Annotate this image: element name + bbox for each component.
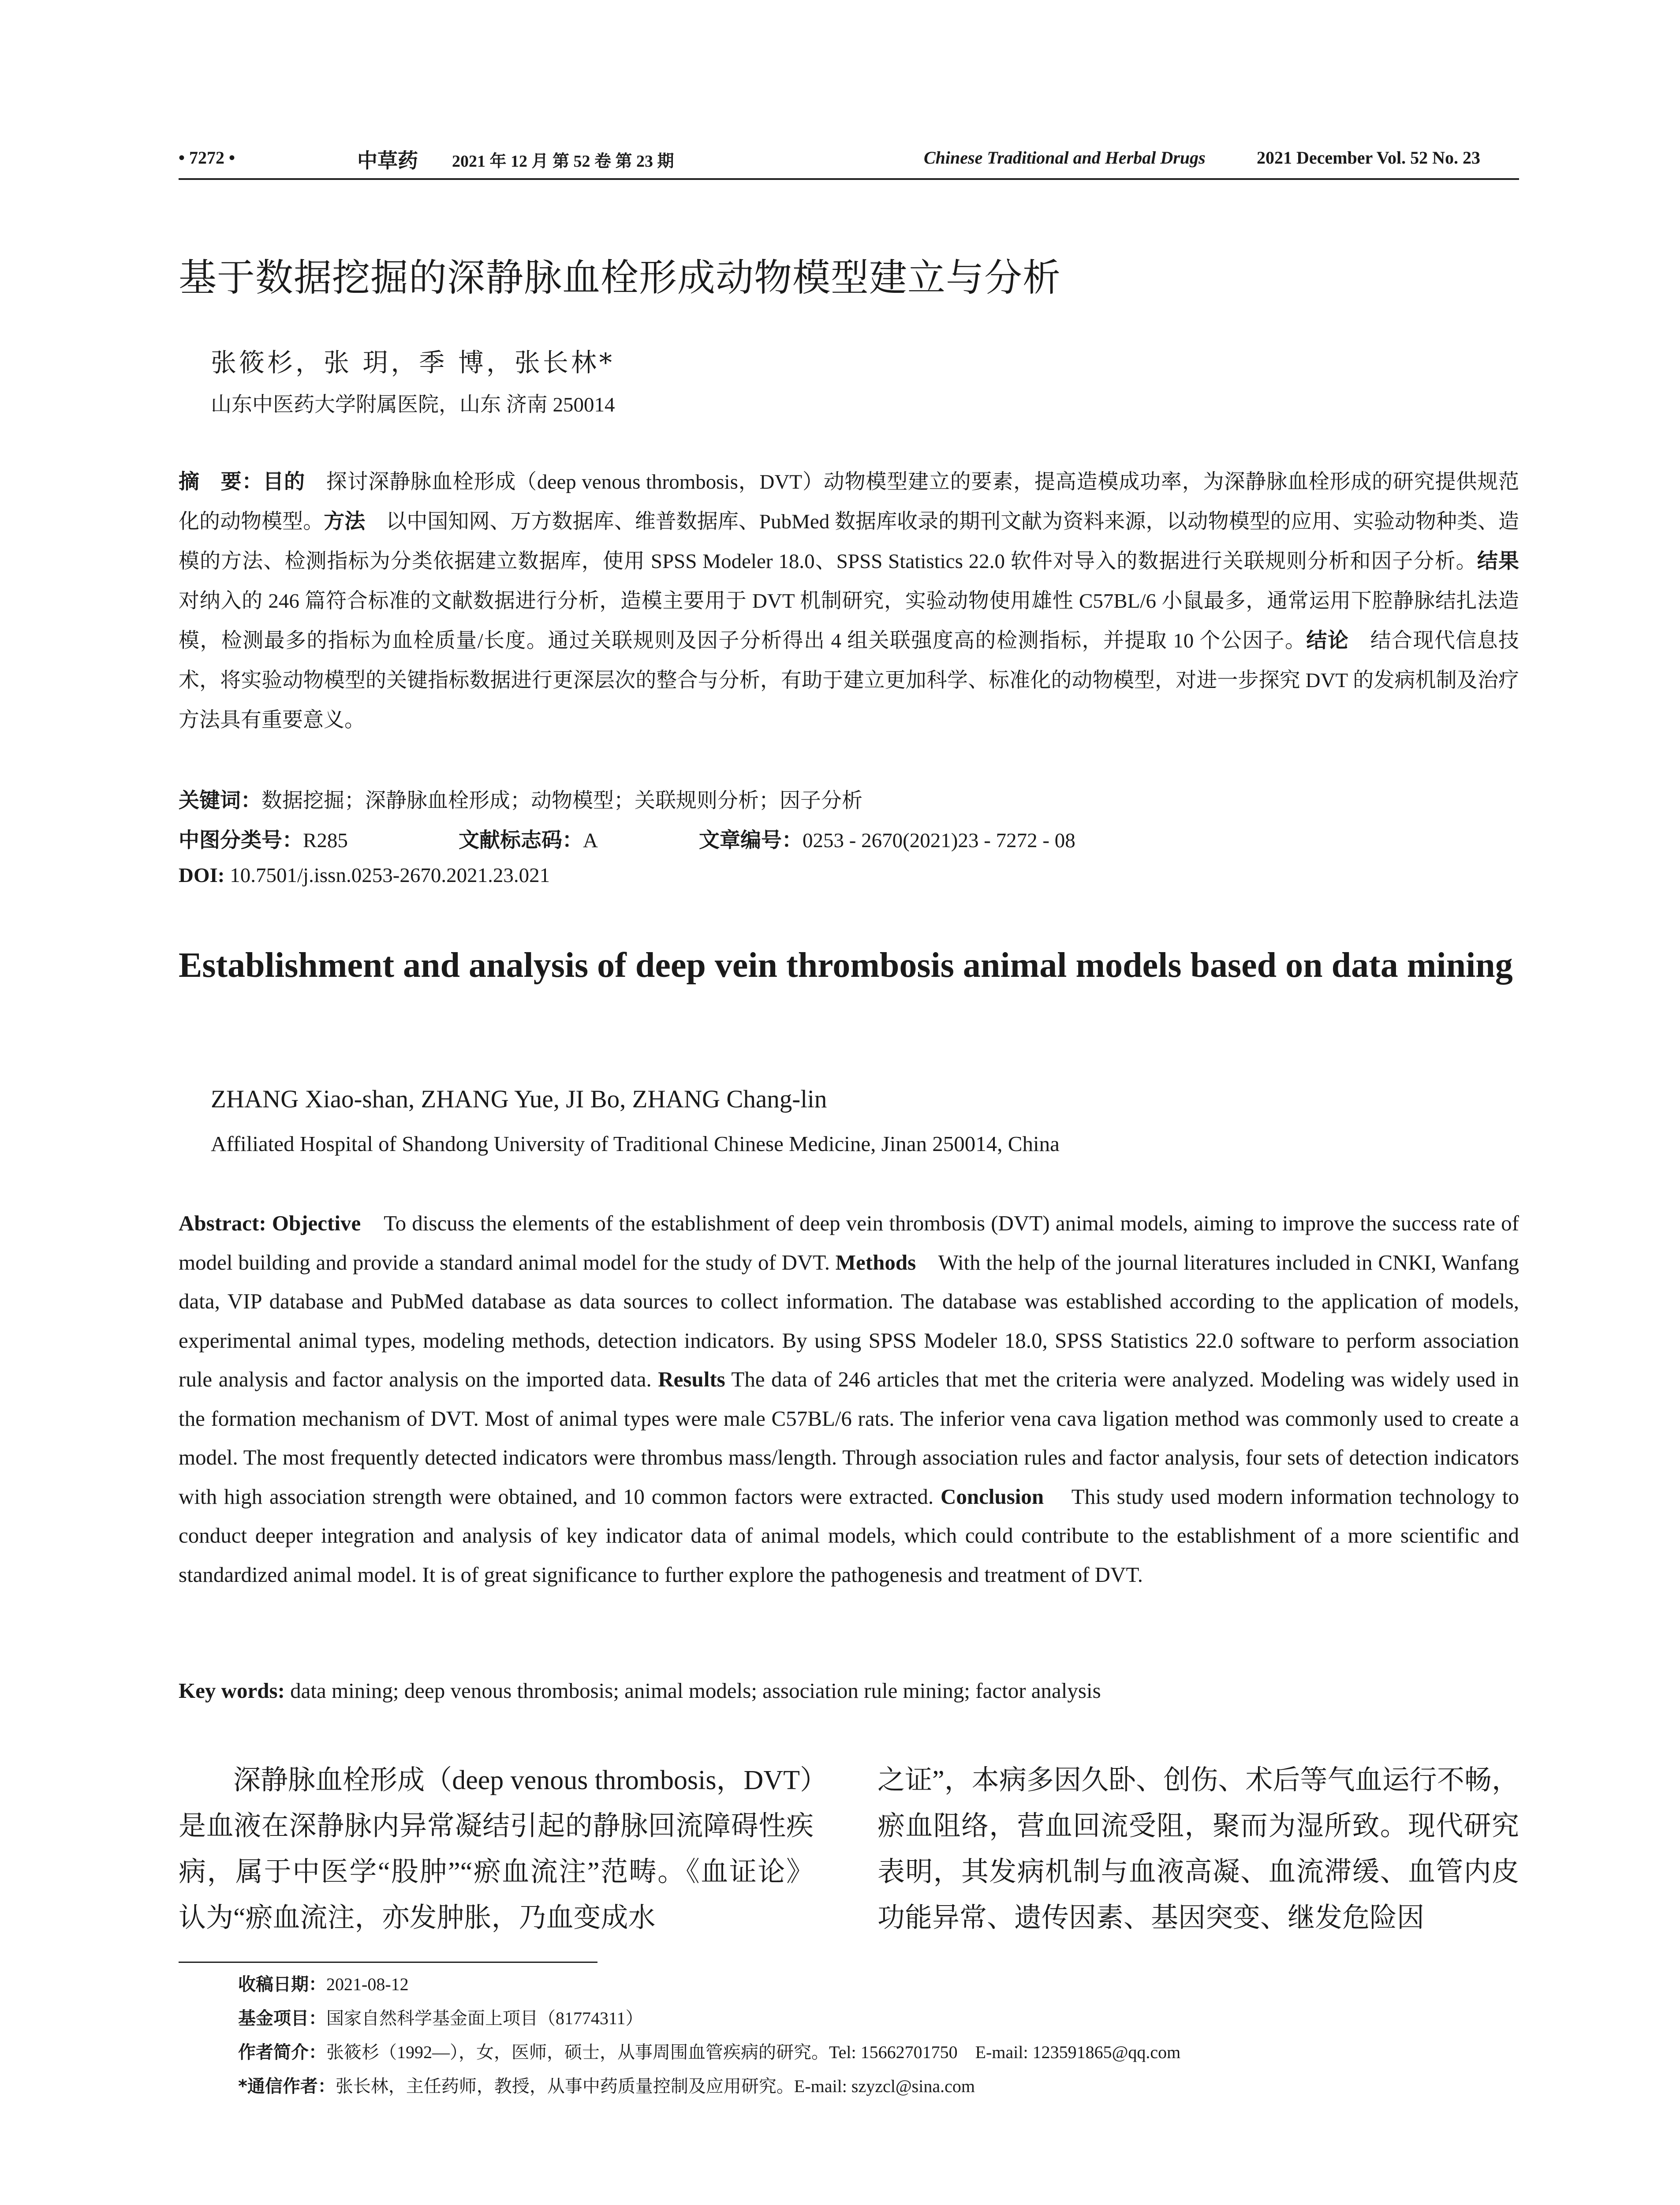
results-label-en: Results (658, 1367, 725, 1391)
results-label-cn: 结果 (1477, 549, 1519, 573)
objective-label-cn: 目的 (263, 470, 305, 494)
results-text-cn: 对纳入的 246 篇符合标准的文献数据进行分析，造模主要用于 DVT 机制研究，实验动物使用雄性 C57BL/6 小鼠最多，通常运用下腔静脉结扎法造模，检测最多的指标为血栓质量/长度。通过关联规则及因子分析得出 4 组关联强度高的检测指标，并提取 10 个公因子。 (179, 590, 1519, 652)
affiliation-en: Affiliated Hospital of Shandong University of Traditional Chinese Medicine, Jinan 250014, China (211, 1132, 1060, 1156)
keywords-label-cn: 关键词： (179, 789, 261, 813)
doi-label: DOI: (179, 864, 225, 887)
issue-info-en: 2021 December Vol. 52 No. 23 (1257, 148, 1480, 168)
abstract-label-cn: 摘 要： (179, 470, 263, 494)
body-column-left: 深静脉血栓形成（deep venous thrombosis，DVT）是血液在深静脉内异常凝结引起的静脉回流障碍性疾病，属于中医学“股肿”“瘀血流注”范畴。《血证论》认为“瘀血流注，亦发肿胀，乃血变成水 (179, 1765, 814, 1933)
objective-text-cn: 探讨深静脉血栓形成（deep venous thrombosis，DVT）动物模型建立的要素，提高造模成功率，为深静脉血栓形成的研究提供规范化的动物模型。 (179, 471, 1519, 533)
keywords-label-en: Key words: (179, 1678, 285, 1703)
results-text-en: The data of 246 articles that met the criteria were analyzed. Modeling was widely used in the formation mechanism of DVT. Most of animal types were male C57BL/6 rats. The inferior vena cava ligation method was commonly used to create a model. The most frequently detected indicators were thrombus mass/length. Through association rules and factor analysis, four sets of detection indicators with high association strength were obtained, and 10 common factors were extracted. (179, 1367, 1519, 1509)
objective-label-en: Objective (272, 1211, 361, 1235)
journal-name-cn: 中草药 (357, 149, 418, 172)
clc-number: 中图分类号：R285 (179, 828, 348, 852)
classification-row (179, 824, 1519, 855)
abstract-cn (179, 462, 1519, 740)
keywords-text-en: data mining; deep venous thrombosis; animal models; association rule mining; factor analysis (290, 1678, 1101, 1703)
objective-text-en: To discuss the elements of the establishment of deep vein thrombosis (DVT) animal models, aiming to improve the success rate of model building and provide a standard animal model for the study of DVT. (179, 1211, 1519, 1274)
keywords-en (179, 1678, 1101, 1703)
footnote-received: 收稿日期：2021-08-12 (238, 1974, 409, 1995)
abstract-en (179, 1204, 1519, 1594)
keywords-text-cn: 数据挖掘；深静脉血栓形成；动物模型；关联规则分析；因子分析 (261, 789, 862, 812)
running-header (179, 145, 1519, 176)
doi (179, 863, 550, 887)
issue-info-cn: 2021 年 12 月 第 52 卷 第 23 期 (452, 152, 674, 171)
footnote-fund: 基金项目：国家自然科学基金面上项目（81774311） (238, 2008, 643, 2029)
article-number: 文章编号：0253 - 2670(2021)23 - 7272 - 08 (699, 828, 1075, 852)
keywords-cn (179, 784, 862, 814)
footnote-divider (179, 1962, 597, 1963)
body-column-right: 之证”，本病多因久卧、创伤、术后等气血运行不畅，瘀血阻络，营血回流受阻，聚而为湿所致。现代研究表明，其发病机制与血液高凝、血流滞缓、血管内皮功能异常、遗传因素、基因突变、继发危险因 (877, 1765, 1519, 1933)
document-code: 文献标志码：A (459, 828, 598, 852)
journal-name-en: Chinese Traditional and Herbal Drugs (924, 148, 1206, 168)
article-title-en: Establishment and analysis of deep vein thrombosis animal models based on data mining (179, 946, 1513, 985)
footnote-author: 作者简介：张筱杉（1992—），女，医师，硕士，从事周围血管疾病的研究。Tel: 15662701750 E-mail: 123591865@qq.com (238, 2042, 1181, 2063)
footnote-corresponding: *通信作者：张长林，主任药师，教授，从事中药质量控制及应用研究。E-mail: szyzcl@sina.com (238, 2076, 975, 2097)
methods-text-en: With the help of the journal literatures included in CNKI, Wanfang data, VIP database and PubMed database as data sources to collect information. The database was established according to the application of models, experimental animal types, modeling methods, detection indicators. By using SPSS Modeler 18.0, SPSS Statistics 22.0 software to perform association rule analysis and factor analysis on the imported data. (179, 1250, 1519, 1391)
abstract-label-en: Abstract: (179, 1211, 266, 1235)
conclusion-text-cn: 结合现代信息技术，将实验动物模型的关键指标数据进行更深层次的整合与分析，有助于建立更加科学、标准化的动物模型，对进一步探究 DVT 的发病机制及治疗方法具有重要意义。 (179, 629, 1519, 732)
authors-cn: 张筱杉，张 玥，季 博，张长林* (211, 348, 615, 377)
methods-label-en: Methods (835, 1250, 916, 1274)
conclusion-label-cn: 结论 (1306, 628, 1349, 653)
header-divider (179, 178, 1519, 180)
methods-text-cn: 以中国知网、万方数据库、维普数据库、PubMed 数据库收录的期刊文献为资料来源，以动物模型的应用、实验动物种类、造模的方法、检测指标为分类依据建立数据库，使用 SPSS Modeler 18.0、SPSS Statistics 22.0 软件对导入的数据进行关联规则分析和因子分析。 (179, 510, 1519, 573)
conclusion-text-en: This study used modern information technology to conduct deeper integration and analysis of key indicator data of animal models, which could contribute to the establishment of a more scientific and standardized animal model. It is of great significance to further explore the pathogenesis and treatment of DVT. (179, 1484, 1519, 1587)
doi-link[interactable]: 10.7501/j.issn.0253-2670.2021.23.021 (230, 864, 550, 887)
page-number: • 7272 • (179, 148, 235, 168)
methods-label-cn: 方法 (324, 509, 366, 534)
authors-en: ZHANG Xiao-shan, ZHANG Yue, JI Bo, ZHANG Chang-lin (211, 1085, 827, 1113)
affiliation-cn: 山东中医药大学附属医院，山东 济南 250014 (211, 393, 615, 416)
conclusion-label-en: Conclusion (940, 1484, 1044, 1509)
article-title-cn: 基于数据挖掘的深静脉血栓形成动物模型建立与分析 (179, 256, 1061, 300)
